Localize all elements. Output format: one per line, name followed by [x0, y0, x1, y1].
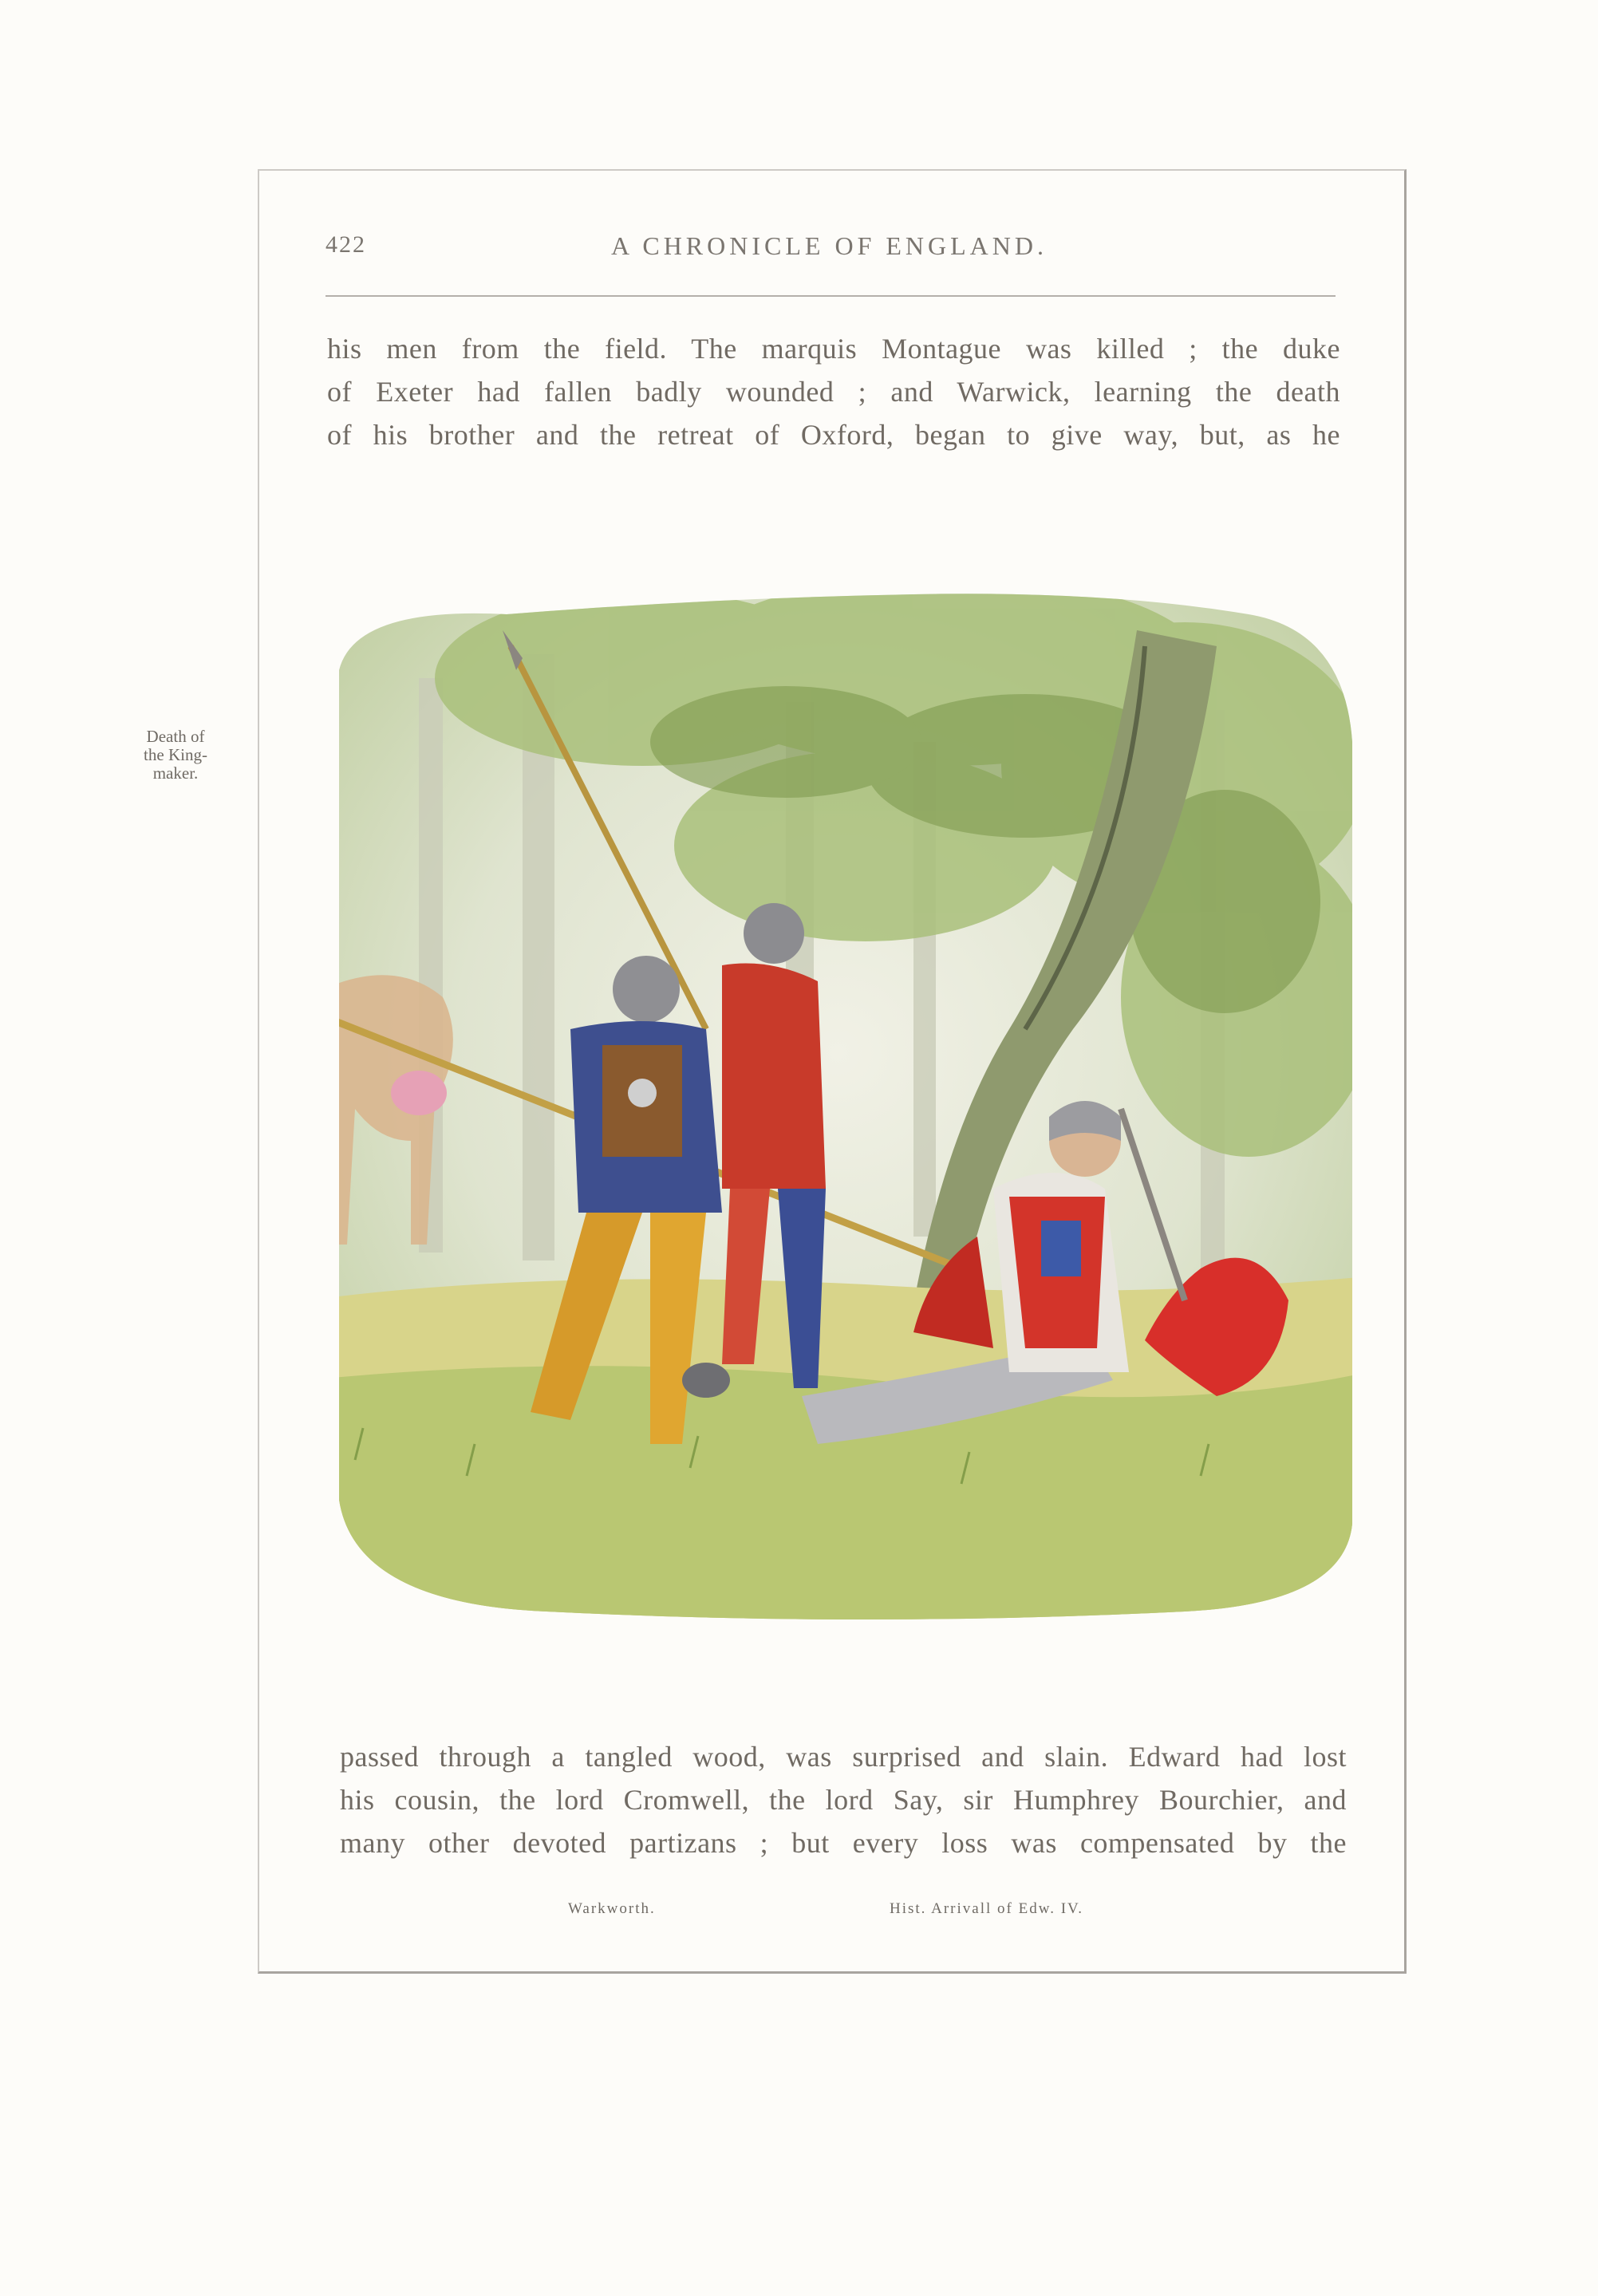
body-text-top [327, 327, 1340, 456]
body-text-bottom [340, 1735, 1347, 1864]
margin-note-line: the King- [144, 745, 207, 764]
text-line: of his brother and the retreat of Oxford, began to give way, but, as he [327, 419, 1340, 451]
page-number: 422 [326, 231, 366, 258]
margin-note-line: maker. [152, 763, 199, 783]
footnote-source: Hist. Arrivall of Edw. IV. [890, 1900, 1084, 1917]
running-head: A CHRONICLE OF ENGLAND. [611, 231, 1048, 260]
text-line: his men from the field. The marquis Montague was killed ; the duke [327, 333, 1340, 365]
engraved-battle-scene-icon [307, 582, 1368, 1627]
battle-illustration [307, 582, 1368, 1627]
margin-note-line: Death of [146, 727, 205, 746]
page-header [0, 231, 1598, 263]
margin-note [112, 728, 239, 783]
text-line: of Exeter had fallen badly wounded ; and Warwick, learning the death [327, 376, 1340, 408]
header-rule [326, 295, 1336, 297]
text-line: passed through a tangled wood, was surprised and slain. Edward had lost [340, 1741, 1347, 1773]
text-line: his cousin, the lord Cromwell, the lord Say, sir Humphrey Bourchier, and [340, 1784, 1347, 1816]
text-line: many other devoted partizans ; but every loss was compensated by the [340, 1827, 1347, 1859]
footnote-source: Warkworth. [568, 1900, 656, 1917]
